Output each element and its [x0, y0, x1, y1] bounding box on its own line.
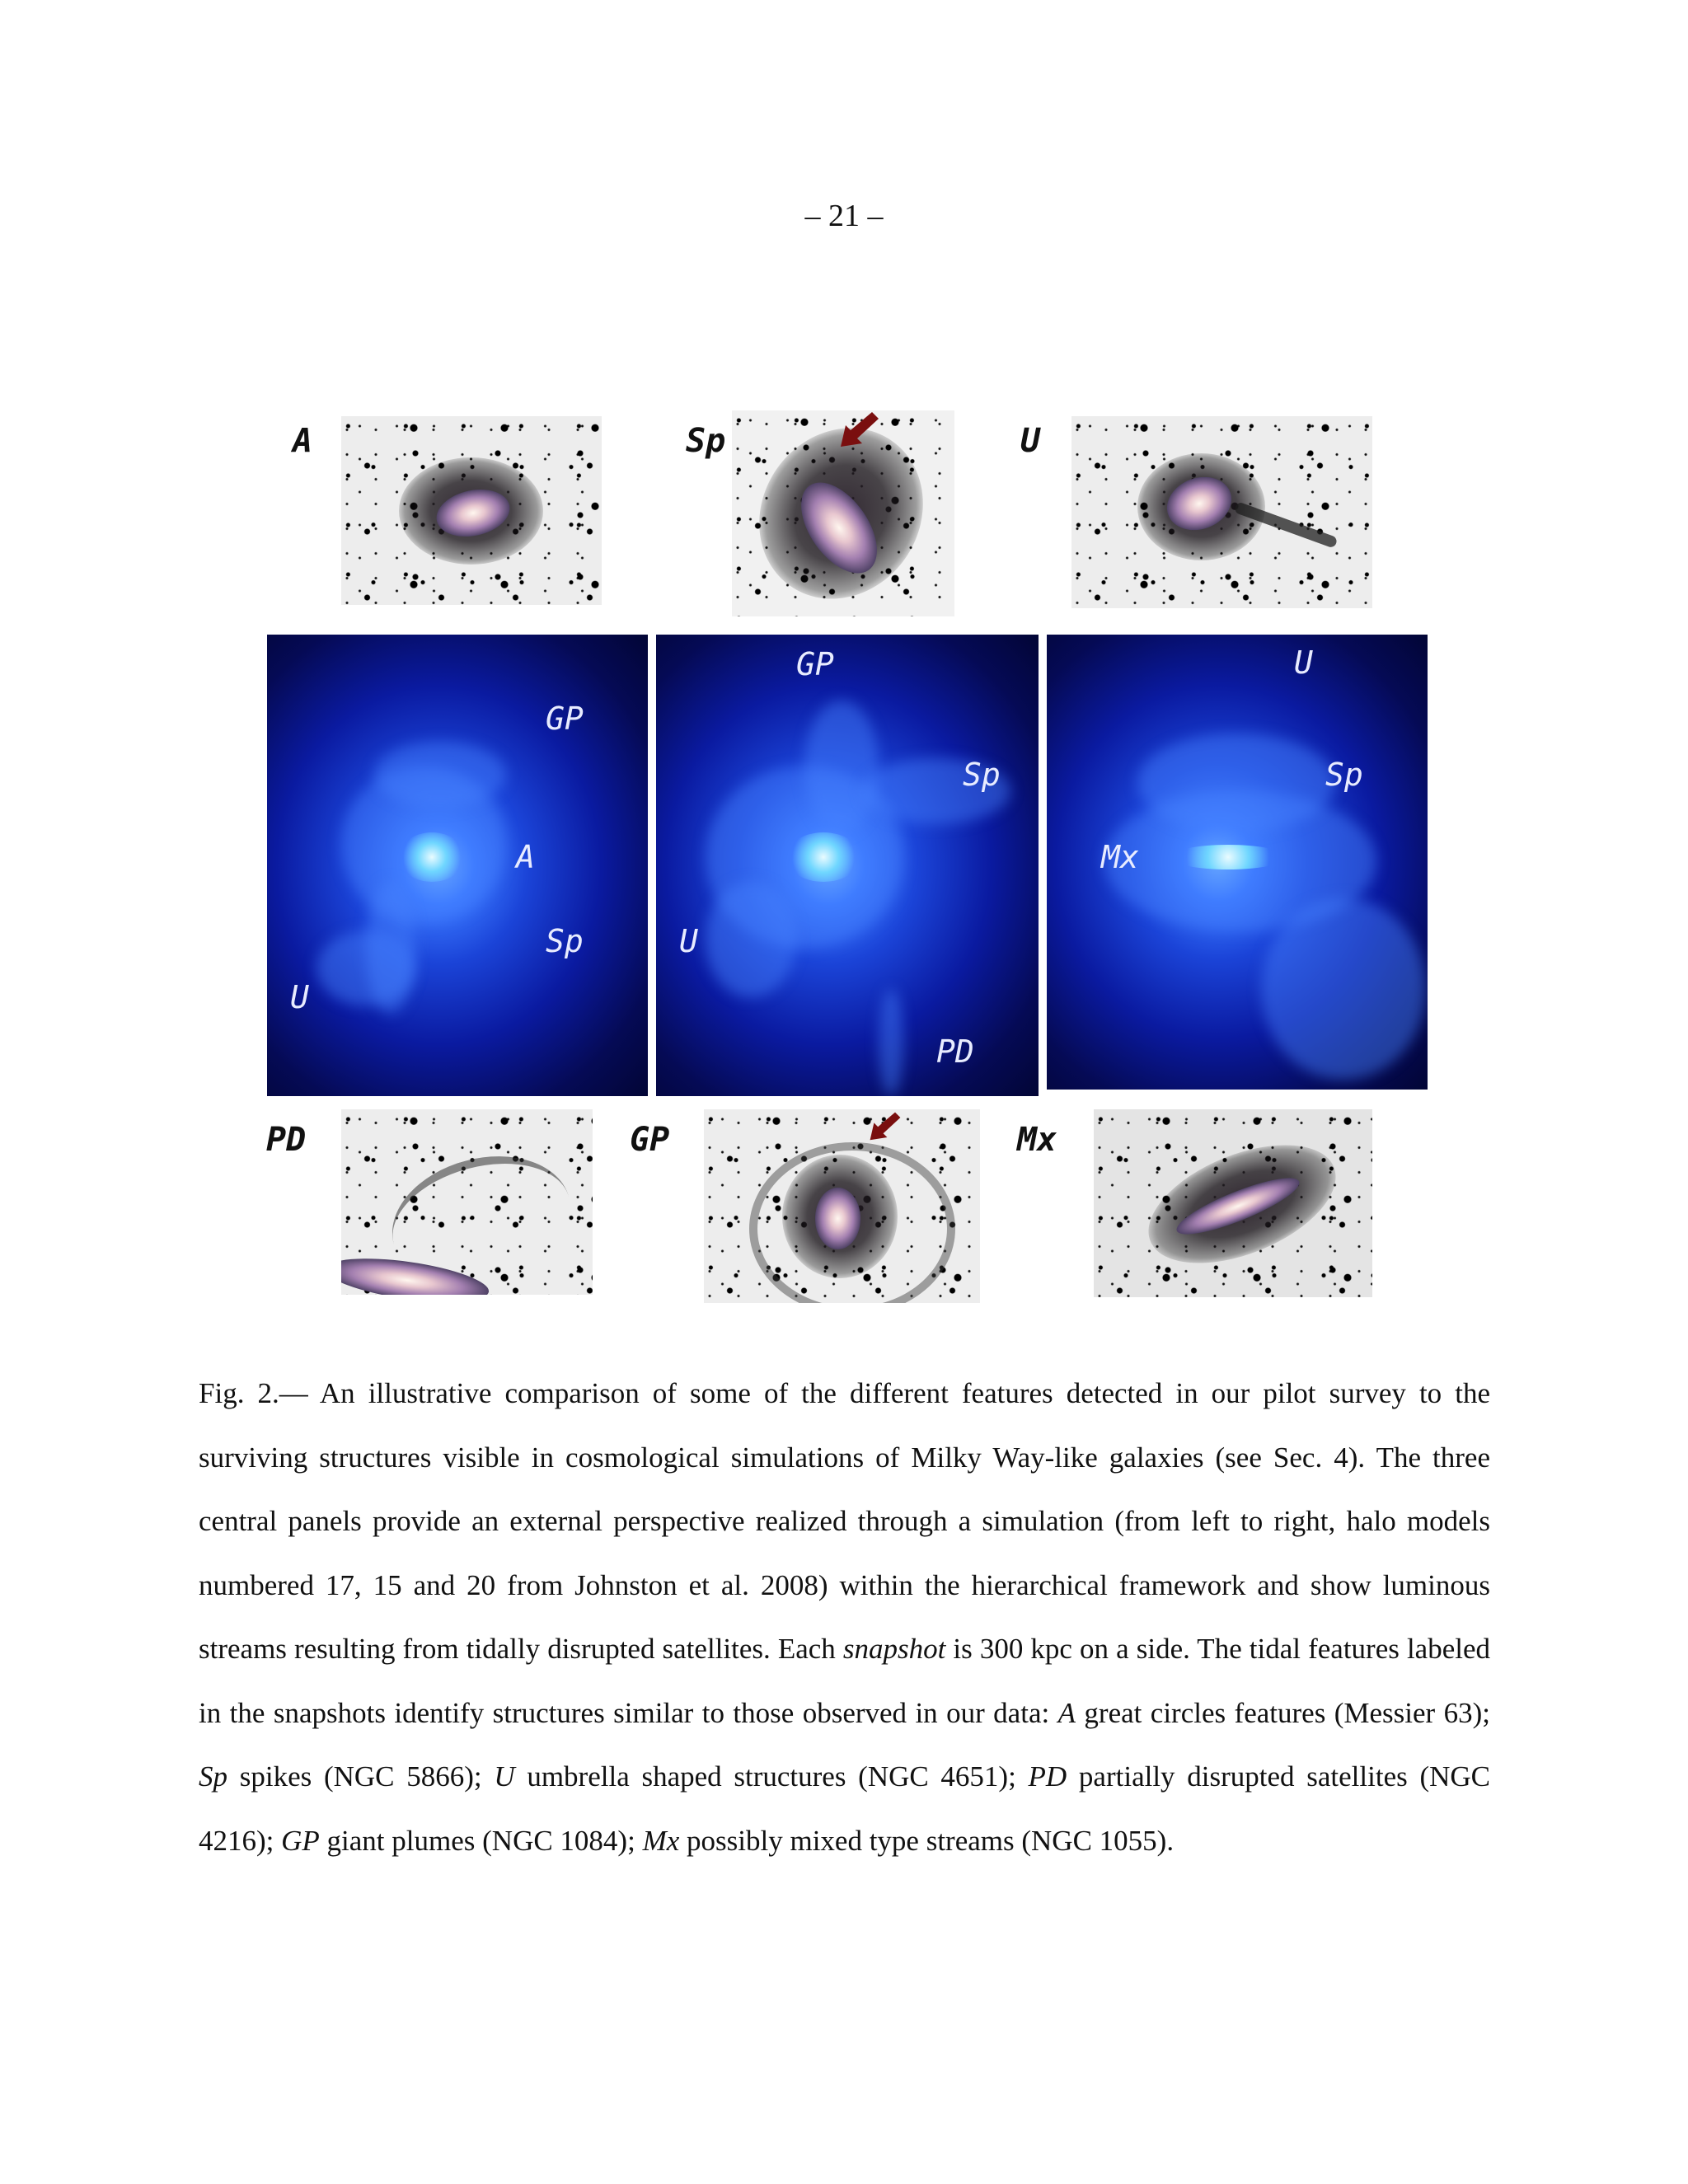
panel-label-pd: PD [266, 1121, 307, 1159]
galaxy-image-gp [704, 1109, 980, 1303]
sim-label-mx: Mx [1101, 839, 1139, 875]
arrow-icon [839, 410, 880, 448]
sim-label-gp: GP [546, 701, 584, 737]
arrow-icon [869, 1109, 902, 1142]
sim-label-a: A [516, 839, 535, 875]
simulation-panel-2 [656, 635, 1039, 1096]
panel-label-u: U [1020, 422, 1041, 460]
galaxy-image-u [1071, 416, 1372, 608]
galaxy-image-mx [1094, 1109, 1372, 1297]
galaxy-image-sp [732, 410, 954, 616]
panel-label-gp: GP [630, 1121, 670, 1159]
sim-label-gp: GP [796, 646, 834, 682]
panel-label-mx: Mx [1017, 1121, 1057, 1159]
sim-label-sp: Sp [963, 757, 1001, 793]
simulation-panel-1 [267, 635, 648, 1096]
galaxy-image-pd [341, 1109, 593, 1295]
galaxy-image-a [341, 416, 602, 605]
sim-label-u: U [1294, 644, 1313, 681]
panel-label-sp: Sp [686, 422, 726, 460]
panel-label-a: A [293, 422, 313, 460]
simulation-panel-3 [1047, 635, 1428, 1090]
sim-label-sp: Sp [1325, 757, 1363, 793]
figure-caption: Fig. 2.— An illustrative comparison of some of the different features detected in our pilot survey to the surviving structures visible in cosmological simulations of Milky Way-like galaxies (see Sec. 4). The three central panels provide an external perspective realized through a simulation (from left to right, halo models numbered 17, 15 and 20 from Johnston et al. 2008) within the hierarchical framework and show luminous streams resulting from tidally disrupted satellites. Each snapshot is 300 kpc on a side. The tidal features labeled in the snapshots identify structures similar to those observed in our data: A great circles features (Messier 63); Sp spikes (NGC 5866); U umbrella shaped structures (NGC 4651); PD partially disrupted satellites (NGC 4216); GP giant plumes (NGC 1084); Mx possibly mixed type streams (NGC 1055). [199, 1377, 1490, 1857]
sim-label-pd: PD [936, 1033, 974, 1070]
page-number: – 21 – [804, 199, 884, 233]
sim-label-sp: Sp [546, 923, 584, 959]
sim-label-u: U [679, 923, 698, 959]
sim-label-u: U [290, 979, 309, 1015]
